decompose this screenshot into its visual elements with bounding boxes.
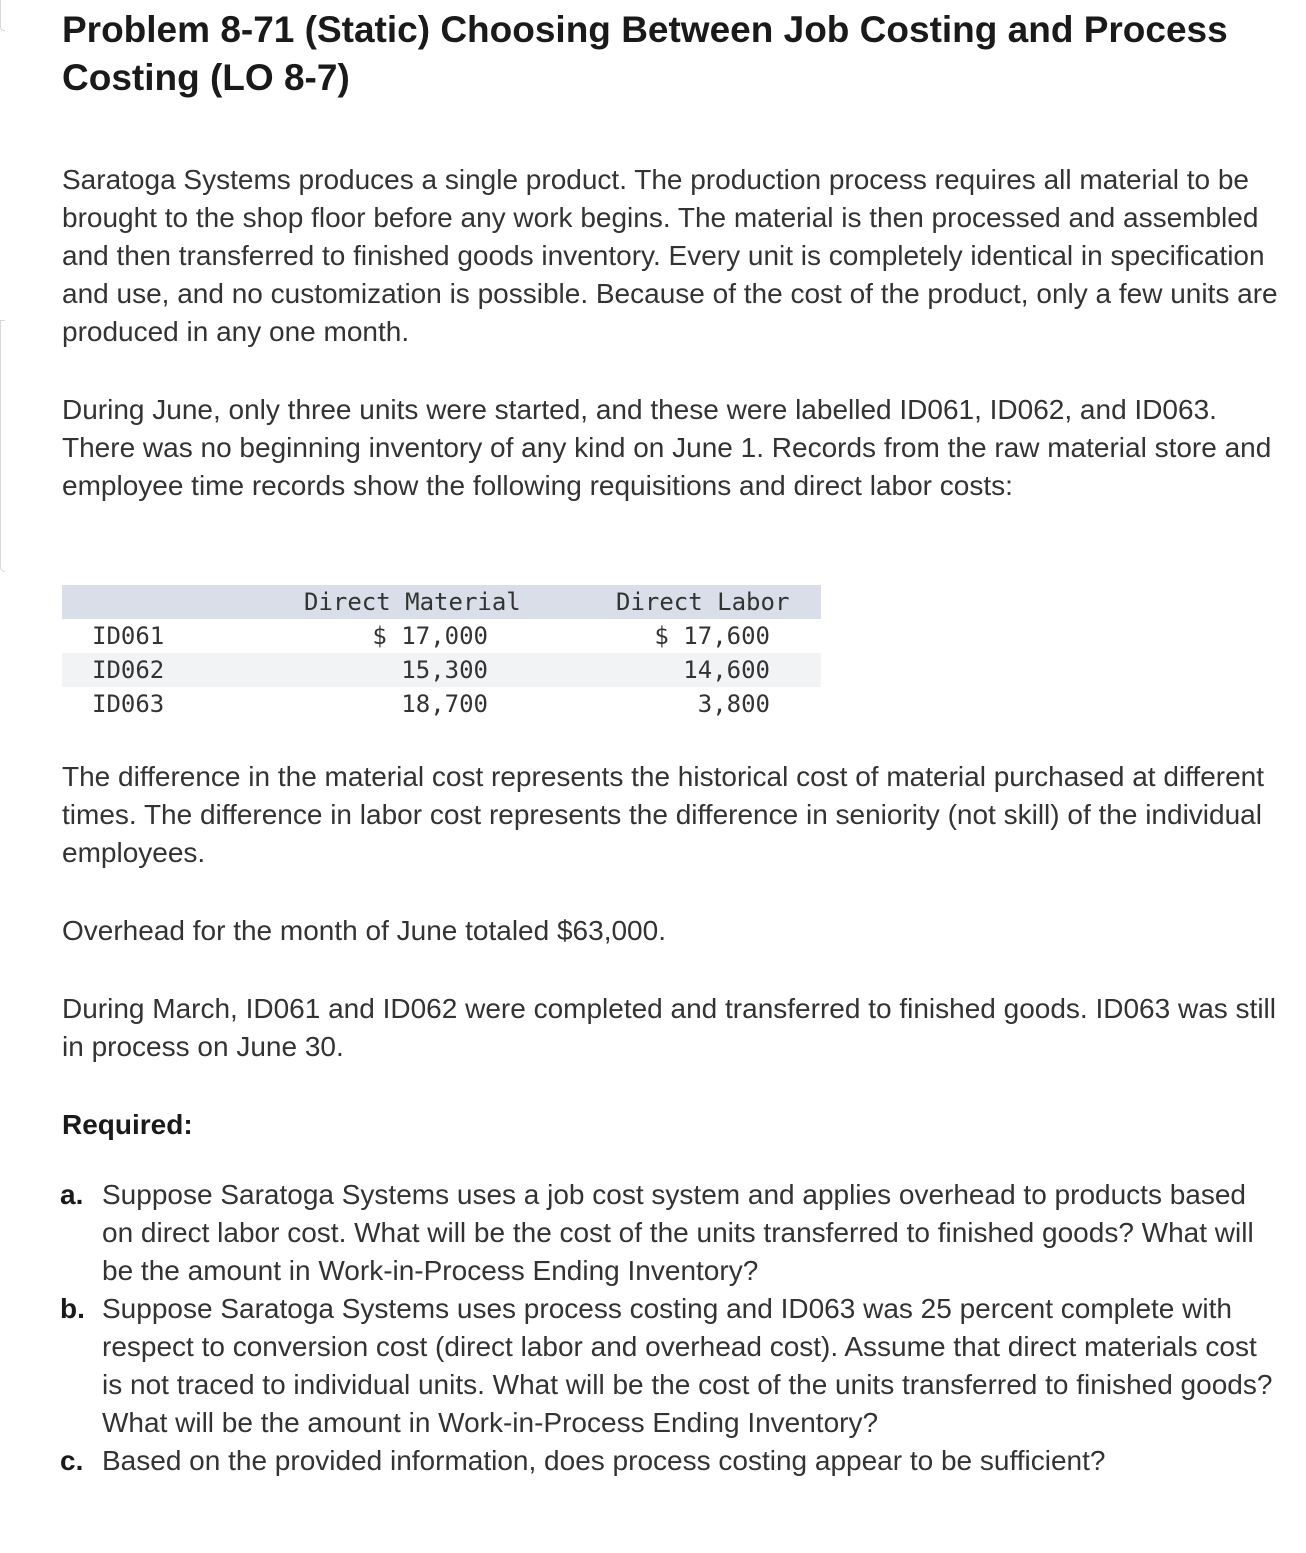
header-direct-material: Direct Material — [304, 588, 521, 616]
required-item-b — [62, 1290, 1282, 1442]
june-paragraph: During June, only three units were started, and these were labelled ID061, ID062, and ID063. There was no beginning inventory of any kind on June 1. Records from the raw material store and employee time records show the following requisitions and direct labor costs: — [62, 394, 1272, 501]
row-direct-labor: 14,600 — [683, 656, 770, 684]
march-paragraph: During March, ID061 and ID062 were completed and transferred to finished goods. ID063 was still in process on June 30. — [62, 993, 1276, 1062]
row-direct-material: $ 17,000 — [372, 622, 488, 650]
overhead-paragraph: Overhead for the month of June totaled $63,000. — [62, 915, 666, 946]
row-id: ID063 — [92, 690, 165, 718]
required-list — [62, 1176, 1282, 1480]
cost-table — [62, 585, 821, 721]
table-row — [62, 653, 821, 687]
left-edge-divider-top — [0, 0, 5, 31]
row-direct-material: 15,300 — [401, 656, 488, 684]
required-item-marker: b. — [60, 1293, 85, 1324]
required-item-c — [62, 1442, 1282, 1480]
required-item-marker: c. — [60, 1445, 84, 1476]
row-id: ID062 — [92, 656, 165, 684]
row-direct-labor: 3,800 — [697, 690, 770, 718]
difference-paragraph: The difference in the material cost represents the historical cost of material purchased at different times. The difference in labor cost represents the difference in seniority (not skill) of the individual employees. — [62, 761, 1265, 868]
table-row — [62, 687, 821, 721]
required-item-text: Suppose Saratoga Systems uses process costing and ID063 was 25 percent complete with respect to conversion cost (direct labor and overhead cost). Assume that direct materials cost is not traced to individual units. What will be the cost of the units transferred to finished goods? What will be the amount in Work-in-Process Ending Inventory? — [102, 1293, 1273, 1438]
required-item-marker: a. — [60, 1179, 84, 1210]
row-id: ID061 — [92, 622, 165, 650]
intro-paragraph: Saratoga Systems produces a single product. The production process requires all material to be brought to the shop floor before any work begins. The material is then processed and assembled and then transferred to finished goods inventory. Every unit is completely identical in specification and use, and no customization is possible. Because of the cost of the product, only a few units are produced in any one month. — [62, 164, 1278, 347]
required-item-a — [62, 1176, 1282, 1290]
required-item-text: Suppose Saratoga Systems uses a job cost system and applies overhead to products based on direct labor cost. What will be the cost of the units transferred to finished goods? What will be the amount in Work-in-Process Ending Inventory? — [102, 1179, 1254, 1286]
header-direct-labor: Direct Labor — [616, 588, 790, 616]
table-row — [62, 619, 821, 653]
row-direct-labor: $ 17,600 — [654, 622, 770, 650]
row-direct-material: 18,700 — [401, 690, 488, 718]
left-edge-divider-middle — [0, 320, 5, 572]
required-item-text: Based on the provided information, does process costing appear to be sufficient? — [102, 1445, 1106, 1476]
table-header-row — [62, 585, 821, 619]
required-heading: Required: — [62, 1109, 193, 1140]
problem-title: Problem 8-71 (Static) Choosing Between Job Costing and Process Costing (LO 8-7) — [62, 9, 1228, 98]
